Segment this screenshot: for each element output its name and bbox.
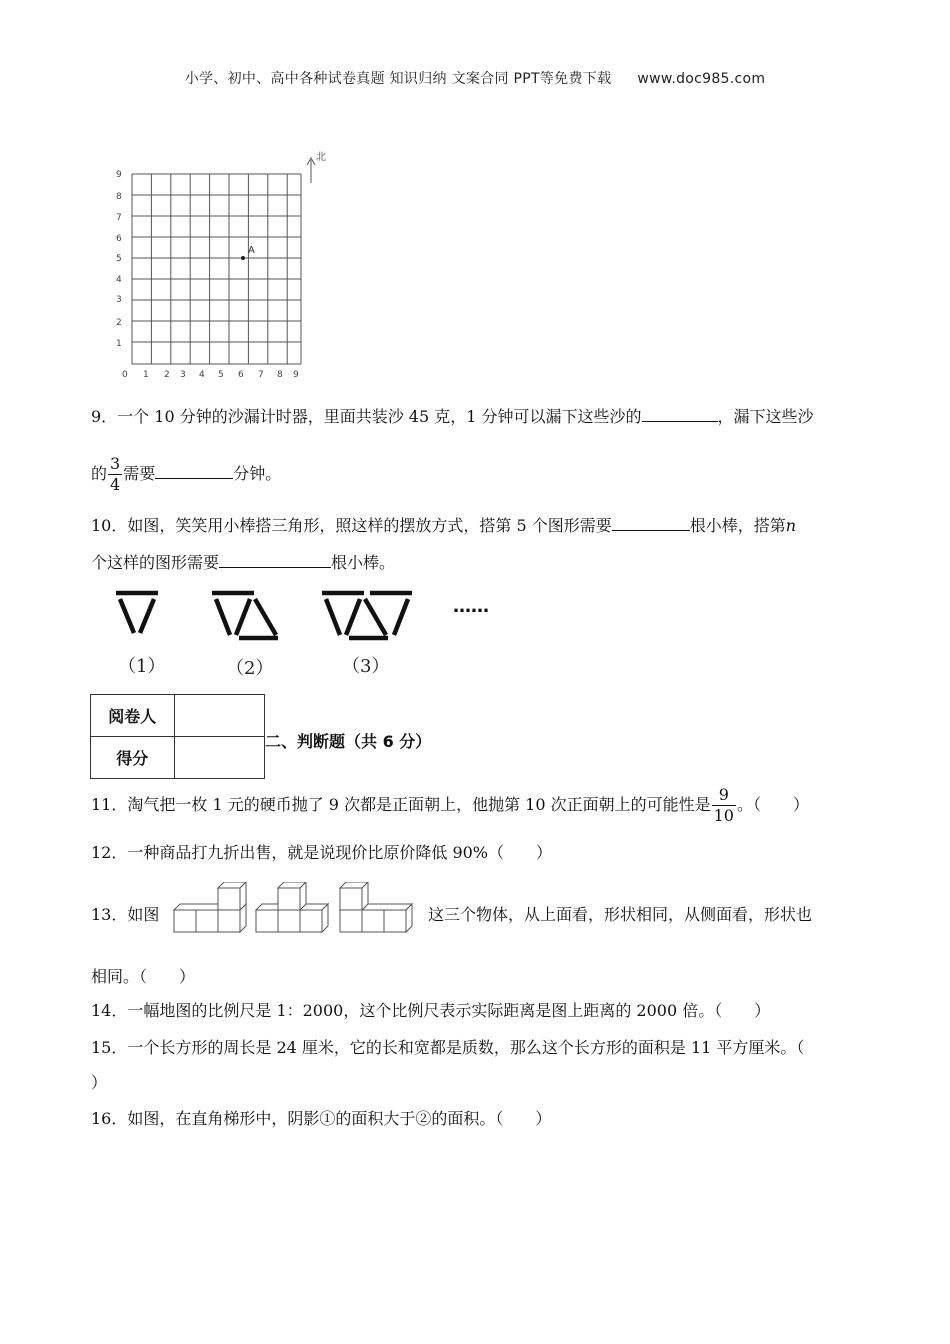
header-url[interactable]: www.doc985.com — [637, 71, 766, 87]
y-tick-label: 1 — [116, 339, 122, 349]
point-a-marker — [241, 256, 245, 260]
section-2-title: 二、判断题（共 6 分） — [265, 732, 432, 751]
x-tick-label: 6 — [238, 370, 244, 380]
question-9-line-2 — [91, 456, 281, 493]
figure-label-2: （2） — [226, 658, 274, 679]
x-tick-label: 9 — [293, 370, 299, 380]
question-13-label: 13．如图 — [91, 905, 160, 924]
ellipsis: …… — [453, 596, 489, 617]
triangle-sticks-figure — [108, 585, 518, 685]
q9-text: 分钟。 — [233, 464, 282, 483]
y-tick-label: 6 — [116, 234, 122, 244]
x-tick-label: 1 — [143, 370, 149, 380]
question-10-line-2 — [91, 551, 395, 574]
q10-blank-1[interactable] — [612, 514, 690, 531]
header-text: 小学、初中、高中各种试卷真题 知识归纳 文案合同 PPT等免费下载 — [184, 71, 612, 87]
question-16: 16．如图，在直角梯形中，阴影①的面积大于②的面积。（ ） — [91, 1109, 552, 1128]
grader-cell[interactable] — [174, 695, 264, 737]
q9-blank-2[interactable] — [155, 462, 233, 479]
question-13-text: 这三个物体，从上面看，形状相同，从侧面看，形状也 — [428, 905, 813, 924]
y-tick-label: 7 — [116, 213, 122, 223]
question-13-continuation: 相同。（ ） — [91, 967, 196, 986]
question-15-line-1: 15．一个长方形的周长是 24 厘米，它的长和宽都是质数，那么这个长方形的面积是 11 平方厘米。（ — [91, 1038, 805, 1057]
fraction-denominator: 4 — [110, 475, 121, 494]
x-tick-label: 7 — [258, 370, 264, 380]
y-tick-label: 4 — [116, 275, 122, 285]
fraction-three-quarters — [108, 456, 122, 493]
q11-text: 11．淘气把一枚 1 元的硬币抛了 9 次都是正面朝上，他抛第 10 次正面朝上的可能性是 — [91, 795, 711, 814]
cube-objects-figure — [172, 882, 414, 936]
x-tick-label: 4 — [199, 370, 205, 380]
q9-text: 的 — [91, 464, 108, 483]
point-a-label: A — [248, 245, 255, 256]
q9-blank-1[interactable] — [642, 405, 718, 422]
x-tick-label: 0 — [122, 370, 128, 380]
q9-text: 需要 — [123, 464, 156, 483]
x-tick-label: 2 — [164, 370, 170, 380]
x-tick-label: 5 — [218, 370, 224, 380]
fraction-denominator: 10 — [713, 806, 734, 825]
question-11 — [91, 787, 809, 824]
grader-label: 阅卷人 — [91, 695, 175, 737]
figure-label-1: （1） — [118, 656, 166, 677]
q10-blank-2[interactable] — [219, 551, 331, 568]
north-label: 北 — [316, 152, 326, 163]
q10-text: 根小棒，搭第 — [689, 516, 786, 535]
y-tick-label: 3 — [116, 295, 122, 305]
x-tick-label: 8 — [277, 370, 283, 380]
y-tick-label: 5 — [116, 254, 122, 264]
question-15-line-2: ） — [91, 1073, 108, 1092]
score-cell[interactable] — [174, 737, 264, 779]
fraction-numerator: 9 — [712, 787, 736, 806]
question-14: 14．一幅地图的比例尺是 1：2000，这个比例尺表示实际距离是图上距离的 2000 倍。（ ） — [91, 1001, 771, 1020]
q9-text: ，漏下这些沙 — [717, 407, 814, 426]
score-table — [90, 694, 265, 779]
question-9-line-1 — [91, 405, 814, 428]
q10-text: 根小棒。 — [331, 553, 396, 572]
question-10-line-1 — [91, 514, 796, 537]
q9-text: 9．一个 10 分钟的沙漏计时器，里面共装沙 45 克，1 分钟可以漏下这些沙的 — [91, 407, 642, 426]
q10-text: 10．如图，笑笑用小棒搭三角形，照这样的摆放方式，搭第 5 个图形需要 — [91, 516, 612, 535]
fraction-numerator: 3 — [110, 454, 121, 473]
q10-text: 个这样的图形需要 — [91, 553, 220, 572]
score-label: 得分 — [91, 737, 175, 779]
y-tick-label: 9 — [116, 170, 122, 180]
question-12: 12．一种商品打九折出售，就是说现价比原价降低 90%（ ） — [91, 843, 553, 862]
q11-text: 。（ ） — [736, 795, 809, 814]
fraction-nine-tenths — [712, 787, 736, 824]
page-header — [0, 68, 950, 88]
x-tick-label: 3 — [180, 370, 186, 380]
figure-label-3: （3） — [342, 656, 390, 677]
y-tick-label: 2 — [116, 318, 122, 328]
q10-n-variable: n — [785, 516, 797, 535]
y-tick-label: 8 — [116, 192, 122, 202]
coordinate-grid-figure — [108, 148, 338, 383]
